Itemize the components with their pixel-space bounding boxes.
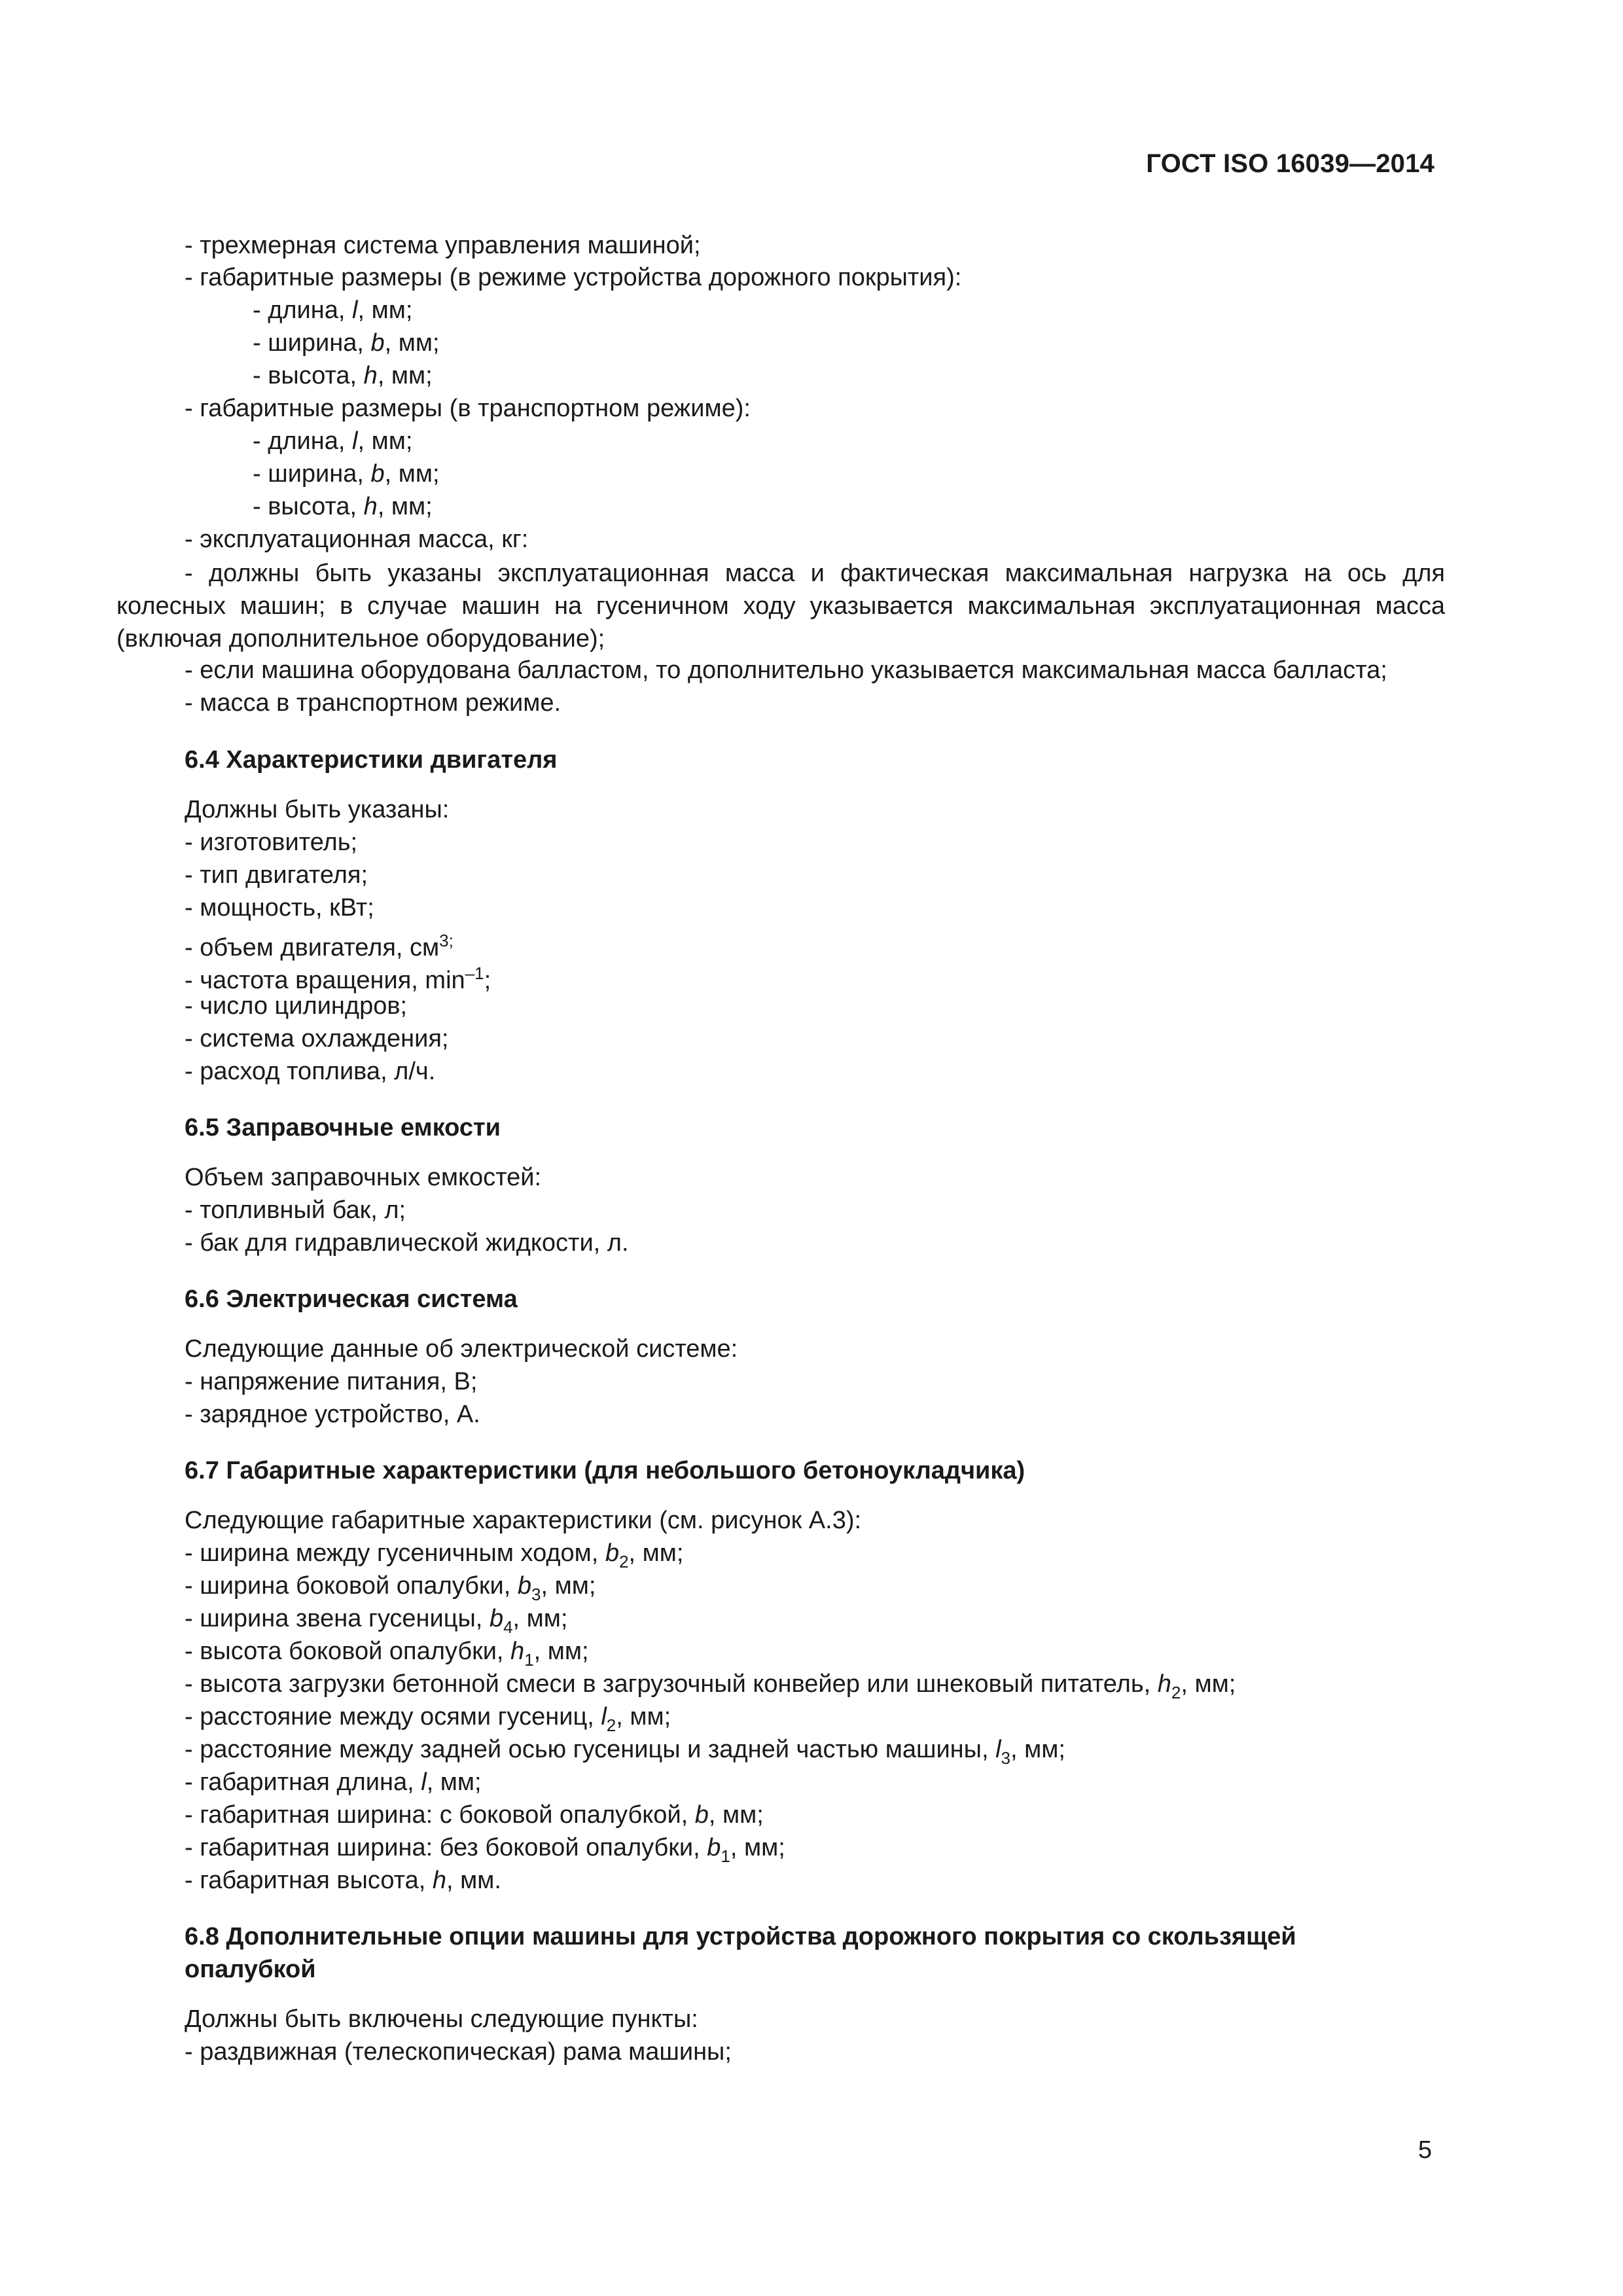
- list-item: - габаритная длина, l, мм;: [185, 1768, 482, 1796]
- list-item: - частота вращения, $\min^{-1}$;: [185, 963, 491, 994]
- list-item: - высота загрузки бетонной смеси в загрузочный конвейер или шнековый питатель, $h_2$, мм;: [185, 1670, 1236, 1702]
- section-heading: 6.4 Характеристики двигателя: [185, 746, 558, 774]
- list-item: - трехмерная система управления машиной;: [185, 232, 701, 259]
- list-item: - бак для гидравлической жидкости, л.: [185, 1229, 629, 1257]
- list-item: - объем двигателя, $см^{3;}$: [185, 931, 454, 961]
- list-item: - высота боковой опалубки, $h_1$, мм;: [185, 1638, 589, 1670]
- list-item: - изготовитель;: [185, 829, 358, 856]
- list-item: - габаритная ширина: с боковой опалубкой, b, мм;: [185, 1801, 764, 1829]
- list-item: - ширина звена гусеницы, $b_4$, мм;: [185, 1605, 568, 1637]
- list-item: - габаритные размеры (в транспортном режиме):: [185, 395, 751, 422]
- list-item: - высота, h, мм;: [253, 362, 433, 389]
- list-item: - масса в транспортном режиме.: [185, 689, 562, 717]
- list-item: - габаритная ширина: без боковой опалубки, $b_1$, мм;: [185, 1834, 785, 1866]
- list-item: - габаритная высота, h, мм.: [185, 1867, 501, 1894]
- section-intro: Должны быть указаны:: [185, 796, 450, 823]
- list-item: - раздвижная (телескопическая) рама машины;: [185, 2038, 732, 2066]
- list-item: - габаритные размеры (в режиме устройства дорожного покрытия):: [185, 264, 962, 291]
- list-item: - если машина оборудована балластом, то дополнительно указывается максимальная масса балласта;: [185, 656, 1387, 684]
- section-heading-continued: опалубкой: [185, 1956, 316, 1983]
- list-item: - мощность, кВт;: [185, 894, 374, 922]
- section-intro: Следующие габаритные характеристики (см. рисунок А.3):: [185, 1507, 862, 1534]
- list-item: - расстояние между задней осью гусеницы и задней частью машины, $l_3$, мм;: [185, 1736, 1065, 1768]
- list-item: - ширина, b, мм;: [253, 460, 440, 488]
- list-item: - система охлаждения;: [185, 1025, 449, 1052]
- section-heading: 6.8 Дополнительные опции машины для устройства дорожного покрытия со скользящей: [185, 1923, 1296, 1950]
- document-header: ГОСТ ISO 16039—2014: [1146, 149, 1435, 178]
- list-item: - число цилиндров;: [185, 992, 408, 1020]
- list-item: - ширина между гусеничным ходом, $b_2$, мм;: [185, 1539, 684, 1571]
- list-item: - расход топлива, л/ч.: [185, 1058, 436, 1085]
- section-intro: Объем заправочных емкостей:: [185, 1164, 542, 1191]
- section-heading: 6.6 Электрическая система: [185, 1285, 518, 1313]
- list-item: - длина, l, мм;: [253, 296, 413, 324]
- section-intro: Должны быть включены следующие пункты:: [185, 2005, 698, 2033]
- list-item: - тип двигателя;: [185, 861, 368, 889]
- list-item: - ширина, b, мм;: [253, 329, 440, 357]
- page-number: 5: [1418, 2136, 1432, 2164]
- list-item: - длина, l, мм;: [253, 427, 413, 455]
- list-item: - напряжение питания, В;: [185, 1368, 478, 1395]
- section-heading: 6.5 Заправочные емкости: [185, 1114, 501, 1141]
- paragraph: - должны быть указаны эксплуатационная масса и фактическая максимальная нагрузка на ось для колесных машин; в случае машин на гусеничном ходу указывается максимальная эксплуатационная масса (включая дополнительное оборудование);: [116, 560, 1445, 653]
- list-item: - эксплуатационная масса, кг:: [185, 526, 529, 553]
- list-item: - ширина боковой опалубки, $b_3$, мм;: [185, 1572, 596, 1604]
- list-item: - топливный бак, л;: [185, 1196, 406, 1224]
- section-heading: 6.7 Габаритные характеристики (для небольшого бетоноукладчика): [185, 1457, 1026, 1484]
- section-intro: Следующие данные об электрической системе:: [185, 1335, 738, 1363]
- list-item: - расстояние между осями гусениц, $l_2$, мм;: [185, 1703, 671, 1735]
- list-item: - зарядное устройство, А.: [185, 1401, 480, 1428]
- list-item: - высота, h, мм;: [253, 493, 433, 520]
